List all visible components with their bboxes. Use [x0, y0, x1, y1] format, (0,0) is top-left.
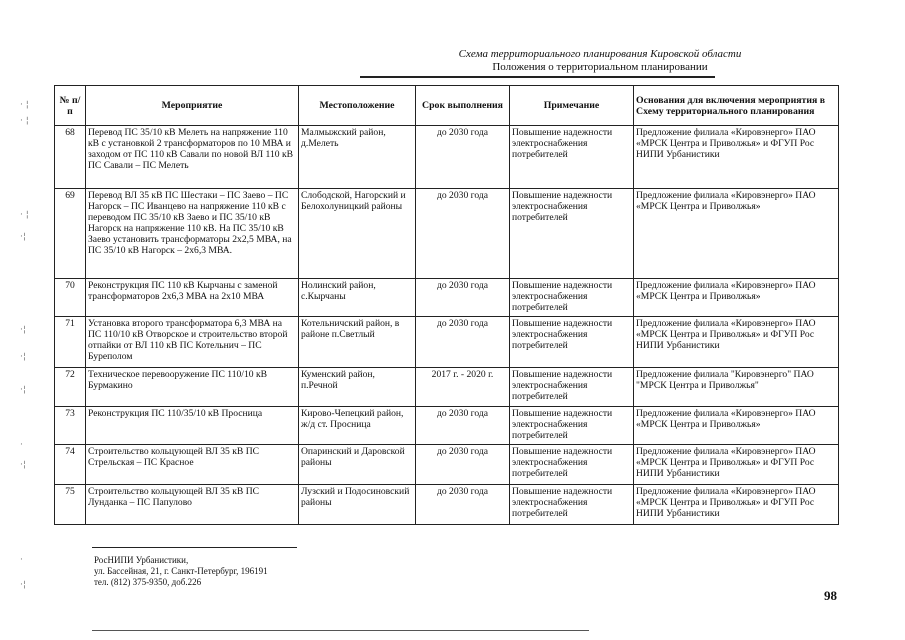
row-location: Слободской, Нагорский и Белохолуницкий районы — [299, 189, 416, 279]
row-basis: Предложение филиала «Кировэнерго» ПАО «МРСК Центра и Приволжья» — [634, 189, 839, 279]
row-note: Повышение надежности электроснабжения потребителей — [510, 126, 634, 189]
row-term: до 2030 года — [416, 407, 510, 445]
row-basis: Предложение филиала «Кировэнерго» ПАО «МРСК Центра и Приволжья» и ФГУП Рос НИПИ Урбанистики — [634, 126, 839, 189]
row-basis: Предложение филиала «Кировэнерго» ПАО «МРСК Центра и Приволжья» и ФГУП Рос НИПИ Урбанистики — [634, 445, 839, 485]
row-event: Строительство кольцующей ВЛ 35 кВ ПС Стрельская – ПС Красное — [86, 445, 299, 485]
measures-table — [54, 85, 839, 525]
row-event: Строительство кольцующей ВЛ 35 кВ ПС Лунданка – ПС Папулово — [86, 485, 299, 525]
row-num: 69 — [55, 189, 86, 279]
footer-org: РосНИПИ Урбанистики, — [94, 555, 189, 565]
row-note: Повышение надежности электроснабжения потребителей — [510, 445, 634, 485]
table-row — [55, 445, 839, 485]
footer-address: ул. Бассейная, 21, г. Санкт-Петербург, 196191 — [94, 566, 268, 576]
row-location: Нолинский район, с.Кырчаны — [299, 279, 416, 317]
row-note: Повышение надежности электроснабжения потребителей — [510, 485, 634, 525]
row-basis: Предложение филиала "Кировэнерго" ПАО "МРСК Центра и Приволжья" — [634, 368, 839, 407]
row-term: до 2030 года — [416, 279, 510, 317]
table-row — [55, 485, 839, 525]
col-header-location: Местоположение — [299, 86, 416, 126]
row-note: Повышение надежности электроснабжения потребителей — [510, 368, 634, 407]
row-location: Опаринский и Даровской районы — [299, 445, 416, 485]
row-event: Реконструкция ПС 110 кВ Кырчаны с заменой трансформаторов 2х6,3 МВА на 2х10 МВА — [86, 279, 299, 317]
row-num: 72 — [55, 368, 86, 407]
col-header-event: Мероприятие — [86, 86, 299, 126]
row-num: 73 — [55, 407, 86, 445]
row-location: Котельничский район, в районе п.Светлый — [299, 317, 416, 368]
row-event: Перевод ПС 35/10 кВ Мелеть на напряжение 110 кВ с установкой 2 трансформаторов по 10 МВА и заходом от ПС 110 кВ Савали по новой ВЛ 110 кВ ПС Савали – ПС Мелеть — [86, 126, 299, 189]
row-note: Повышение надежности электроснабжения потребителей — [510, 407, 634, 445]
row-term: до 2030 года — [416, 445, 510, 485]
table-row — [55, 368, 839, 407]
row-term: 2017 г. - 2020 г. — [416, 368, 510, 407]
document-header — [300, 48, 900, 74]
row-num: 74 — [55, 445, 86, 485]
table-row — [55, 279, 839, 317]
col-header-note: Примечание — [510, 86, 634, 126]
table-row — [55, 126, 839, 189]
row-term: до 2030 года — [416, 189, 510, 279]
header-subtitle: Положения о территориальном планировании — [492, 61, 708, 73]
row-note: Повышение надежности электроснабжения потребителей — [510, 317, 634, 368]
table-header-row — [55, 86, 839, 126]
table-row — [55, 189, 839, 279]
row-term: до 2030 года — [416, 485, 510, 525]
col-header-num: № п/п — [55, 86, 86, 126]
margin-marks: · ¦ · ¦ · ¦ ·¦ ·¦ ·¦ ·¦ · ·¦ · ·¦ — [20, 100, 29, 590]
row-event: Реконструкция ПС 110/35/10 кВ Просница — [86, 407, 299, 445]
row-location: Кирово-Чепецкий район, ж/д ст. Просница — [299, 407, 416, 445]
row-num: 71 — [55, 317, 86, 368]
row-event: Перевод ВЛ 35 кВ ПС Шестаки – ПС Заево – ПС Нагорск – ПС Иванцево на напряжение 110 кВ с переводом ПС 35/10 кВ Заево и ПС 35/10 кВ Нагорск на напряжение 110 кВ. На ПС 35/10 кВ Заево установить трансформаторы 2х2,5 МВА, на ПС 35/10 кВ Нагорск – 2х6,3 МВА. — [86, 189, 299, 279]
col-header-term: Срок выполнения — [416, 86, 510, 126]
table-row — [55, 407, 839, 445]
row-note: Повышение надежности электроснабжения потребителей — [510, 279, 634, 317]
header-title: Схема территориального планирования Кировской области — [458, 48, 742, 60]
row-location: Малмыжский район, д.Мелеть — [299, 126, 416, 189]
row-term: до 2030 года — [416, 317, 510, 368]
row-basis: Предложение филиала «Кировэнерго» ПАО «МРСК Центра и Приволжья» и ФГУП Рос НИПИ Урбанистики — [634, 317, 839, 368]
row-num: 75 — [55, 485, 86, 525]
row-basis: Предложение филиала «Кировэнерго» ПАО «МРСК Центра и Приволжья» и ФГУП Рос НИПИ Урбанистики — [634, 485, 839, 525]
col-header-basis: Основания для включения мероприятия в Схему территориального планирования — [634, 86, 839, 126]
page-number: 98 — [824, 588, 837, 603]
footer-contact — [94, 555, 268, 588]
footer-phone: тел. (812) 375-9350, доб.226 — [94, 577, 202, 587]
bottom-rule — [92, 630, 589, 631]
row-basis: Предложение филиала «Кировэнерго» ПАО «МРСК Центра и Приволжья» — [634, 407, 839, 445]
row-location: Лузский и Подосиновский районы — [299, 485, 416, 525]
row-term: до 2030 года — [416, 126, 510, 189]
row-num: 70 — [55, 279, 86, 317]
row-event: Техническое перевооружение ПС 110/10 кВ Бурмакино — [86, 368, 299, 407]
row-location: Куменский район, п.Речной — [299, 368, 416, 407]
row-note: Повышение надежности электроснабжения потребителей — [510, 189, 634, 279]
row-num: 68 — [55, 126, 86, 189]
footer-rule — [92, 547, 297, 548]
header-rule — [360, 76, 715, 78]
row-basis: Предложение филиала «Кировэнерго» ПАО «МРСК Центра и Приволжья» — [634, 279, 839, 317]
table-row — [55, 317, 839, 368]
row-event: Установка второго трансформатора 6,3 МВА на ПС 110/10 кВ Отворское и строительство второй отпайки от ВЛ 110 кВ ПС Котельнич – ПС Буреполом — [86, 317, 299, 368]
